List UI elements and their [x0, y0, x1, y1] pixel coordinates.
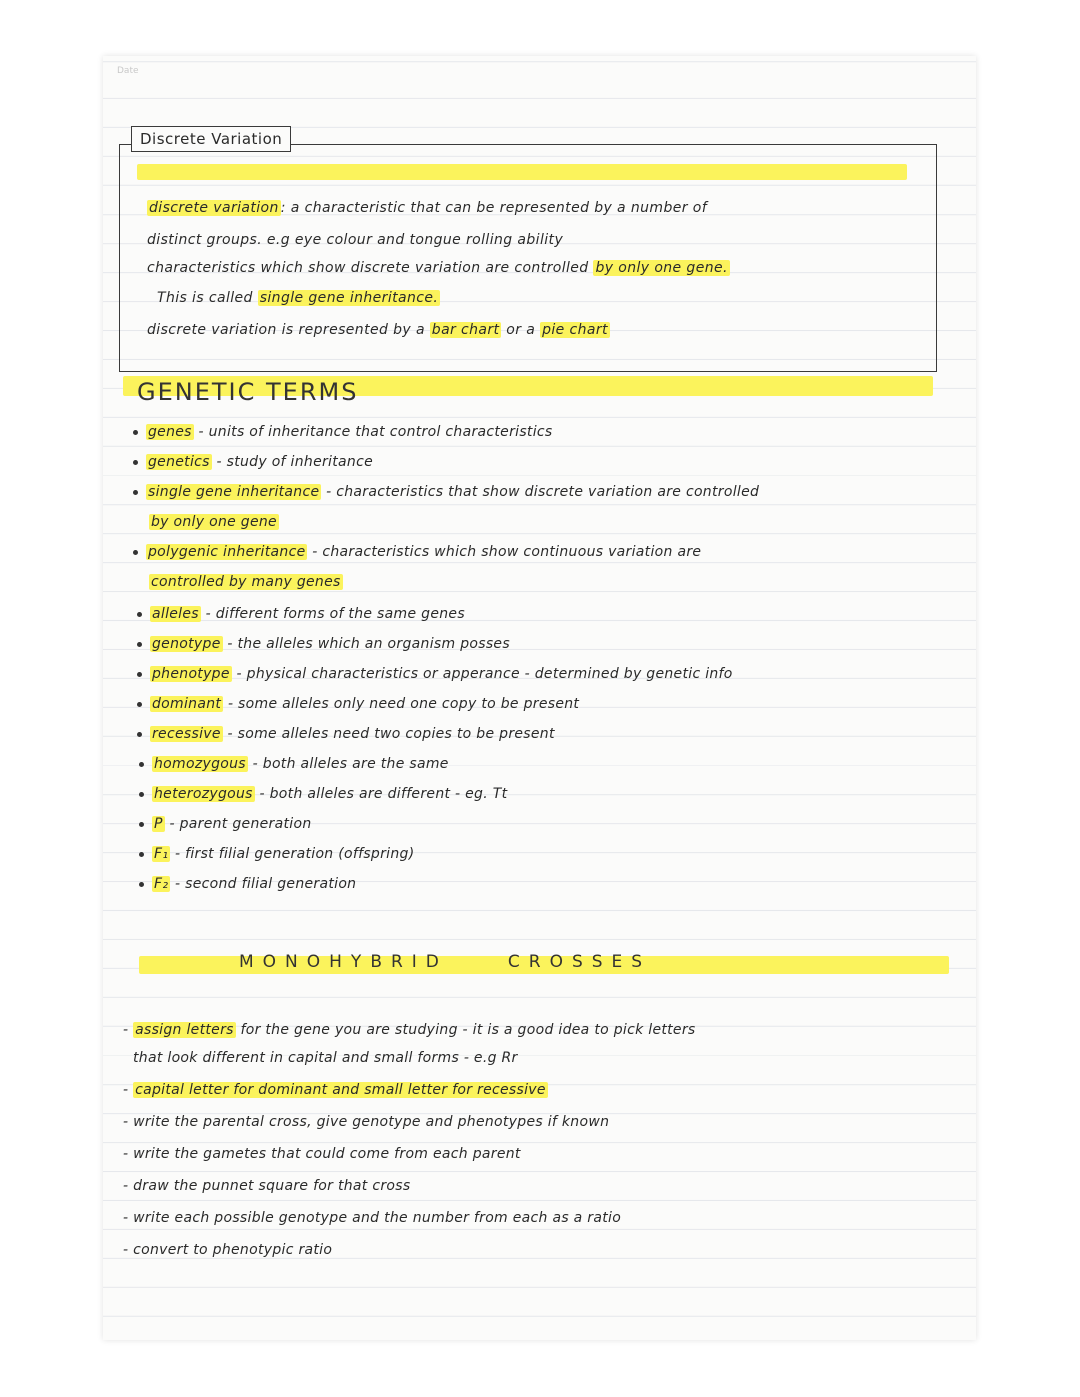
term-polygenic-inheritance: polygenic inheritance - characteristics which show continuous variation are [133, 544, 701, 560]
dv-line-3: characteristics which show discrete variation are controlled by only one gene. [147, 260, 728, 276]
term-genotype: genotype - the alleles which an organism posses [137, 636, 510, 652]
dv-line-2: distinct groups. e.g eye colour and tongue rolling ability [147, 232, 564, 248]
term-polygenic-continuation: controlled by many genes [151, 574, 341, 590]
discrete-variation-title: Discrete Variation [131, 126, 291, 152]
bullet-icon [137, 702, 142, 707]
step-assign-letters: - assign letters for the gene you are studying - it is a good idea to pick letters [123, 1022, 696, 1038]
term-recessive: recessive - some alleles need two copies to be present [137, 726, 555, 742]
term-alleles: alleles - different forms of the same genes [137, 606, 465, 622]
dv-line-4: This is called single gene inheritance. [157, 290, 439, 306]
bullet-icon [133, 550, 138, 555]
term-single-gene-inheritance: single gene inheritance - characteristics that show discrete variation are controlled [133, 484, 759, 500]
bullet-icon [137, 672, 142, 677]
step-genotype-ratio: - write each possible genotype and the number from each as a ratio [123, 1210, 622, 1226]
dv-term-highlight: discrete variation [149, 200, 279, 216]
title-highlight-bar [137, 164, 907, 180]
term-f1-generation: F₁ - first filial generation (offspring) [139, 846, 414, 862]
bullet-icon [133, 460, 138, 465]
step-capital-letter: - capital letter for dominant and small letter for recessive [123, 1082, 546, 1098]
notebook-page [103, 56, 976, 1340]
step-assign-letters-continuation: that look different in capital and small forms - e.g Rr [133, 1050, 518, 1066]
monohybrid-heading: MONOHYBRID CROSSES [239, 952, 652, 972]
bullet-icon [139, 822, 144, 827]
bullet-icon [139, 792, 144, 797]
bullet-icon [133, 430, 138, 435]
term-heterozygous: heterozygous - both alleles are different - eg. Tt [139, 786, 507, 802]
bullet-icon [139, 882, 144, 887]
step-phenotypic-ratio: - convert to phenotypic ratio [123, 1242, 333, 1258]
term-homozygous: homozygous - both alleles are the same [139, 756, 449, 772]
bullet-icon [137, 642, 142, 647]
term-phenotype: phenotype - physical characteristics or apperance - determined by genetic info [137, 666, 733, 682]
dv-line-5: discrete variation is represented by a bar chart or a pie chart [147, 322, 608, 338]
page-corner-mark: Date [117, 66, 139, 76]
bullet-icon [137, 612, 142, 617]
term-p-generation: P - parent generation [139, 816, 312, 832]
bullet-icon [139, 762, 144, 767]
term-genetics: genetics - study of inheritance [133, 454, 373, 470]
genetic-terms-heading: GENETIC TERMS [137, 378, 359, 406]
term-dominant: dominant - some alleles only need one copy to be present [137, 696, 579, 712]
term-f2-generation: F₂ - second filial generation [139, 876, 356, 892]
bullet-icon [139, 852, 144, 857]
step-gametes: - write the gametes that could come from each parent [123, 1146, 521, 1162]
step-punnet-square: - draw the punnet square for that cross [123, 1178, 411, 1194]
bullet-icon [133, 490, 138, 495]
dv-line-1: discrete variation : a characteristic that can be represented by a number of [149, 200, 708, 216]
term-single-gene-continuation: by only one gene [151, 514, 277, 530]
term-genes: genes - units of inheritance that control characteristics [133, 424, 553, 440]
step-parental-cross: - write the parental cross, give genotype and phenotypes if known [123, 1114, 610, 1130]
bullet-icon [137, 732, 142, 737]
